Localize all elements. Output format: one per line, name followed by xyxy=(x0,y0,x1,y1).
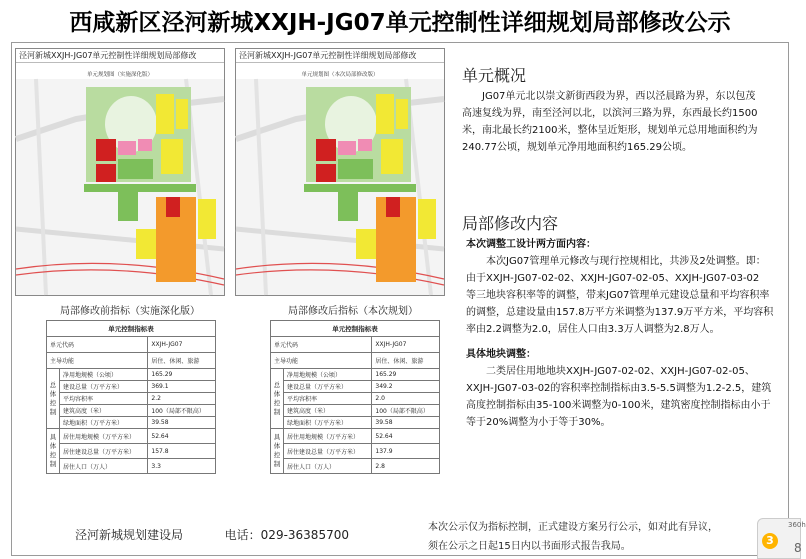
control-index-table-after xyxy=(270,320,440,474)
map-subtitle: 单元规划图（本次局部修改版） xyxy=(301,72,379,78)
phone-number: 电话：029-36385700 xyxy=(224,528,349,542)
cell-label: 绿地面积（万平方米） xyxy=(60,417,148,429)
badge-text: 8 xyxy=(794,541,802,555)
cell-value: 137.9 xyxy=(372,444,440,459)
cell-label: 净用地规模（公顷） xyxy=(60,369,148,381)
group-label: 总体控制 xyxy=(271,369,284,429)
cell-label: 居住建设总量（万平方米） xyxy=(284,444,372,459)
map-panel-before xyxy=(15,48,225,296)
cell-value: 2.8 xyxy=(372,459,440,474)
cell-value: 居住、休闲、旅游 xyxy=(148,353,216,369)
cell-value: 165.29 xyxy=(372,369,440,381)
cell-label: 居住用地规模（万平方米） xyxy=(284,429,372,444)
cell-value: 52.64 xyxy=(148,429,216,444)
table-caption: 局部修改前指标（实施深化版） xyxy=(60,306,200,317)
cell-value: 100（局部不限高） xyxy=(148,405,216,417)
cell-label: 绿地面积（万平方米） xyxy=(284,417,372,429)
cell-label: 净用地规模（公顷） xyxy=(284,369,372,381)
cell-label: 居住用地规模（万平方米） xyxy=(60,429,148,444)
control-index-table-before xyxy=(46,320,216,474)
land-use-map xyxy=(16,79,224,295)
modification-heading: 局部修改内容 xyxy=(462,214,559,233)
map-title: 泾河新城XXJH-JG07单元控制性详细规划局部修改 xyxy=(236,49,444,63)
text-line: 的调整，总建设量由157.8万平方米调整为137.9万平方米，平均容积 xyxy=(466,307,774,318)
cell-value: 2.2 xyxy=(148,393,216,405)
map-panel-after xyxy=(235,48,445,296)
cell-label: 居住人口（万人） xyxy=(284,459,372,474)
cell-value: 居住、休闲、旅游 xyxy=(372,353,440,369)
group-label: 总体控制 xyxy=(47,369,60,429)
cell-value: 157.8 xyxy=(148,444,216,459)
overview-text xyxy=(462,88,784,156)
bureau-name: 泾河新城规划建设局 xyxy=(75,528,184,542)
footer-contact xyxy=(75,526,349,543)
text-line: 等三地块容积率等的调整，带来JG07管理单元建设总量和平均容积率 xyxy=(466,290,770,301)
map-subtitle: 单元规划图（实施深化版） xyxy=(86,72,153,78)
text-line: 本次JG07管理单元修改与现行控规相比，共涉及2处调整。即： xyxy=(486,256,766,267)
text-line: 高速复线为界，南至泾河以北，以滨河三路为界，东西最长约1500 xyxy=(462,108,758,119)
cell-label: 建设总量（万平方米） xyxy=(60,381,148,393)
table-caption: 局部修改后指标（本次规划） xyxy=(288,306,418,317)
cell-value: 349.2 xyxy=(372,381,440,393)
page-title: 西咸新区泾河新城XXJH-JG07单元控制性详细规划局部修改公示 xyxy=(69,10,731,36)
table-header: 单元控制指标表 xyxy=(271,321,440,337)
footer-note-line: 本次公示仅为指标控制，正式建设方案另行公示，如对此有异议， xyxy=(428,522,718,533)
cell-value: 52.64 xyxy=(372,429,440,444)
cell-value: 2.0 xyxy=(372,393,440,405)
footer-note-line: 须在公示之日起15日内以书面形式报告我局。 xyxy=(428,541,631,552)
cell-value: 100（局部不限高） xyxy=(372,405,440,417)
cell-value: 39.58 xyxy=(372,417,440,429)
cell-label: 主导功能 xyxy=(271,353,372,369)
modification-text xyxy=(466,236,788,431)
text-line: 米，南北最长约2100米，整体呈近矩形，规划单元总用地面积约为 xyxy=(462,125,758,136)
land-use-map xyxy=(236,79,444,295)
cell-value: 3.3 xyxy=(148,459,216,474)
text-line: XXJH-JG07-03-02的容积率控制指标由3.5-5.5调整为1.2-2.5，建筑 xyxy=(466,383,772,394)
badge-text: 360h xyxy=(788,521,806,529)
text-line: 由于XXJH-JG07-02-02、XXJH-JG07-02-05、XXJH-JG07-03-02 xyxy=(466,273,760,284)
overview-heading: 单元概况 xyxy=(462,66,527,85)
cell-label: 平均容积率 xyxy=(284,393,372,405)
cell-label: 建筑高度（米） xyxy=(284,405,372,417)
text-line: 本次调整工设计两方面内容： xyxy=(466,239,596,250)
corner-widget[interactable] xyxy=(757,518,806,559)
cell-label: 建筑高度（米） xyxy=(60,405,148,417)
cell-label: 单元代码 xyxy=(47,337,148,353)
text-line: 率由2.2调整为2.0，居住人口由3.3万人调整为2.8万人。 xyxy=(466,324,720,335)
cell-value: XXJH-JG07 xyxy=(148,337,216,353)
cell-label: 平均容积率 xyxy=(60,393,148,405)
cell-value: 165.29 xyxy=(148,369,216,381)
cell-value: XXJH-JG07 xyxy=(372,337,440,353)
cell-value: 39.58 xyxy=(148,417,216,429)
text-line: 高度控制指标由35-100米调整为0-100米，建筑密度控制指标由小于 xyxy=(466,400,771,411)
text-line: JG07单元北以崇文新街西段为界，西以泾晨路为界，东以包茂 xyxy=(482,91,756,102)
cell-label: 居住人口（万人） xyxy=(60,459,148,474)
cell-value: 369.1 xyxy=(148,381,216,393)
cell-label: 主导功能 xyxy=(47,353,148,369)
text-line: 具体地块调整： xyxy=(466,349,536,360)
map-title: 泾河新城XXJH-JG07单元控制性详细规划局部修改 xyxy=(16,49,224,63)
cell-label: 建设总量（万平方米） xyxy=(284,381,372,393)
text-line: 二类居住用地地块XXJH-JG07-02-02、XXJH-JG07-02-05、 xyxy=(486,366,755,377)
cell-label: 居住建设总量（万平方米） xyxy=(60,444,148,459)
cell-label: 单元代码 xyxy=(271,337,372,353)
badge-number: 3 xyxy=(762,533,778,549)
group-label: 具体控制 xyxy=(47,429,60,474)
group-label: 具体控制 xyxy=(271,429,284,474)
table-header: 单元控制指标表 xyxy=(47,321,216,337)
text-line: 240.77公顷，规划单元净用地面积约165.29公顷。 xyxy=(462,142,692,153)
text-line: 等于20%调整为小于等于30%。 xyxy=(466,417,611,428)
